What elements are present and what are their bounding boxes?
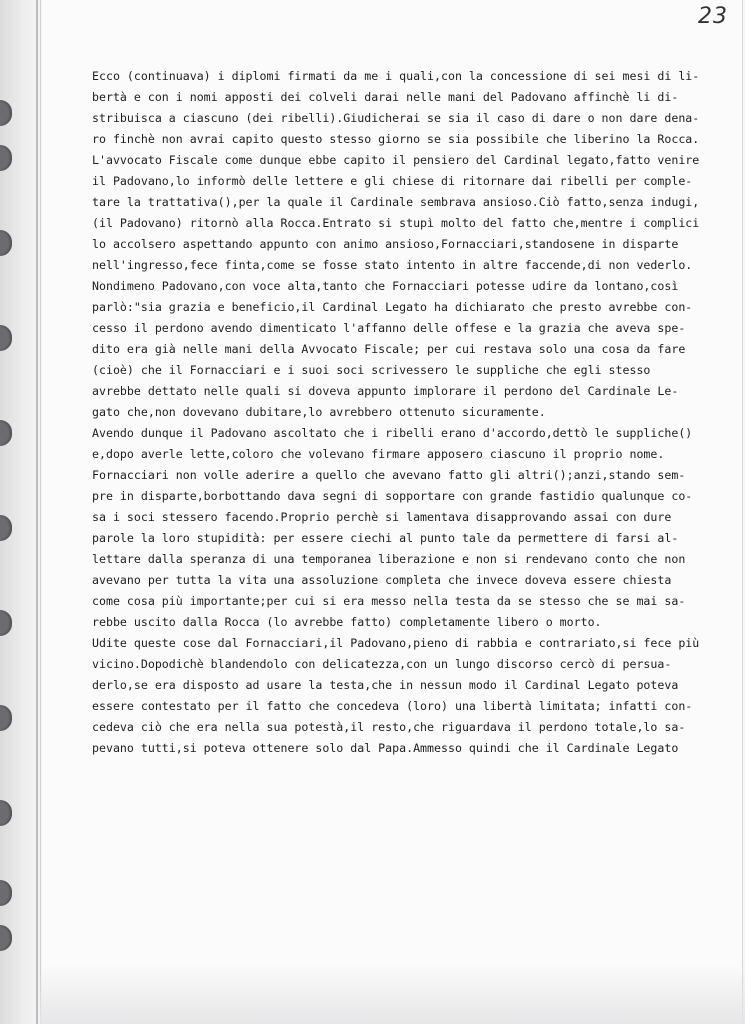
- binder-sleeve-seam: [36, 0, 38, 1024]
- text-line: nell'ingresso,fece finta,come se fosse stato intento in altre faccende,di non vederlo.: [92, 258, 693, 272]
- text-line: cedeva ciò che era nella sua potestà,il resto,che riguardava il perdono totale,lo sa-: [92, 720, 686, 734]
- text-line: ro finchè non avrai capito questo stesso giorno se sia possibile che liberino la Rocca.: [92, 132, 700, 146]
- text-line: Nondimeno Padovano,con voce alta,tanto che Fornacciari potesse udire da lontano,così: [92, 279, 679, 293]
- bottom-shadow: [40, 964, 745, 1024]
- text-line: parlò:"sia grazia e beneficio,il Cardinal Legato ha dichiarato che presto avrebbe con-: [92, 300, 693, 314]
- text-line: cesso il perdono avendo dimenticato l'affanno delle offese e la grazia che aveva spe-: [92, 321, 686, 335]
- text-line: essere contestato per il fatto che concedeva (loro) una libertà limitata; infatti con-: [92, 699, 693, 713]
- paper-sheet: [42, 0, 743, 1024]
- text-line: stribuisca a ciascuno (dei ribelli).Giudicherai se sia il caso di dare o non dare dena-: [92, 111, 700, 125]
- text-line: Ecco (continuava) i diplomi firmati da me i quali,con la concessione di sei mesi di li-: [92, 69, 700, 83]
- text-line: rebbe uscito dalla Rocca (lo avrebbe fatto) completamente libero o morto.: [92, 615, 602, 629]
- text-line: Udite queste cose dal Fornacciari,il Padovano,pieno di rabbia e contrariato,si fece più: [92, 636, 700, 650]
- typed-text-body: [92, 66, 732, 759]
- text-line: pevano tutti,si poteva ottenere solo dal Papa.Ammesso quindi che il Cardinale Legato: [92, 741, 679, 755]
- text-line: avevano per tutta la vita una assoluzione completa che invece doveva essere chiesta: [92, 573, 672, 587]
- page-number: 23: [698, 4, 728, 29]
- text-line: vicino.Dopodichè blandendolo con delicatezza,con un lungo discorso cercò di persua-: [92, 657, 672, 671]
- text-line: sa i soci stessero facendo.Proprio perchè si lamentava disapprovando assai con dure: [92, 510, 672, 524]
- text-line: tare la trattativa(),per la quale il Cardinale sembrava ansioso.Ciò fatto,senza indugi,: [92, 195, 700, 209]
- text-line: (cioè) che il Fornacciari e i suoi soci scrivessero le suppliche che egli stesso: [92, 363, 651, 377]
- text-line: il Padovano,lo informò delle lettere e gli chiese di ritornare dai ribelli per comple-: [92, 174, 693, 188]
- text-line: Avendo dunque il Padovano ascoltato che i ribelli erano d'accordo,dettò le suppliche(): [92, 426, 693, 440]
- text-line: avrebbe dettato nelle quali si doveva appunto implorare il perdono del Cardinale Le-: [92, 384, 679, 398]
- text-line: lettare dalla speranza di una temporanea liberazione e non si rendevano conto che non: [92, 552, 686, 566]
- text-line: gato che,non dovevano dubitare,lo avrebbero ottenuto sicuramente.: [92, 405, 546, 419]
- text-line: come cosa più importante;per cui si era messo nella testa da se stesso che se mai sa-: [92, 594, 686, 608]
- text-line: lo accolsero aspettando appunto con animo ansioso,Fornacciari,standosene in disparte: [92, 237, 679, 251]
- text-line: bertà e con i nomi apposti dei colveli darai nelle mani del Padovano affinchè li di-: [92, 90, 679, 104]
- text-line: e,dopo averle lette,coloro che volevano firmare apposero ciascuno il proprio nome.: [92, 447, 665, 461]
- text-line: L'avvocato Fiscale come dunque ebbe capito il pensiero del Cardinal legato,fatto venire: [92, 153, 700, 167]
- text-line: parole la loro stupidità: per essere ciechi al punto tale da permettere di farsi al-: [92, 531, 679, 545]
- text-line: dito era già nelle mani della Avvocato Fiscale; per cui restava solo una cosa da fare: [92, 342, 686, 356]
- text-line: (il Padovano) ritornò alla Rocca.Entrato si stupì molto del fatto che,mentre i complici: [92, 216, 700, 230]
- text-line: Fornacciari non volle aderire a quello che avevano fatto gli altri();anzi,stando sem-: [92, 468, 686, 482]
- text-line: pre in disparte,borbottando dava segni di sopportare con grande fastidio qualunque co-: [92, 489, 693, 503]
- text-line: derlo,se era disposto ad usare la testa,che in nessun modo il Cardinal Legato poteva: [92, 678, 679, 692]
